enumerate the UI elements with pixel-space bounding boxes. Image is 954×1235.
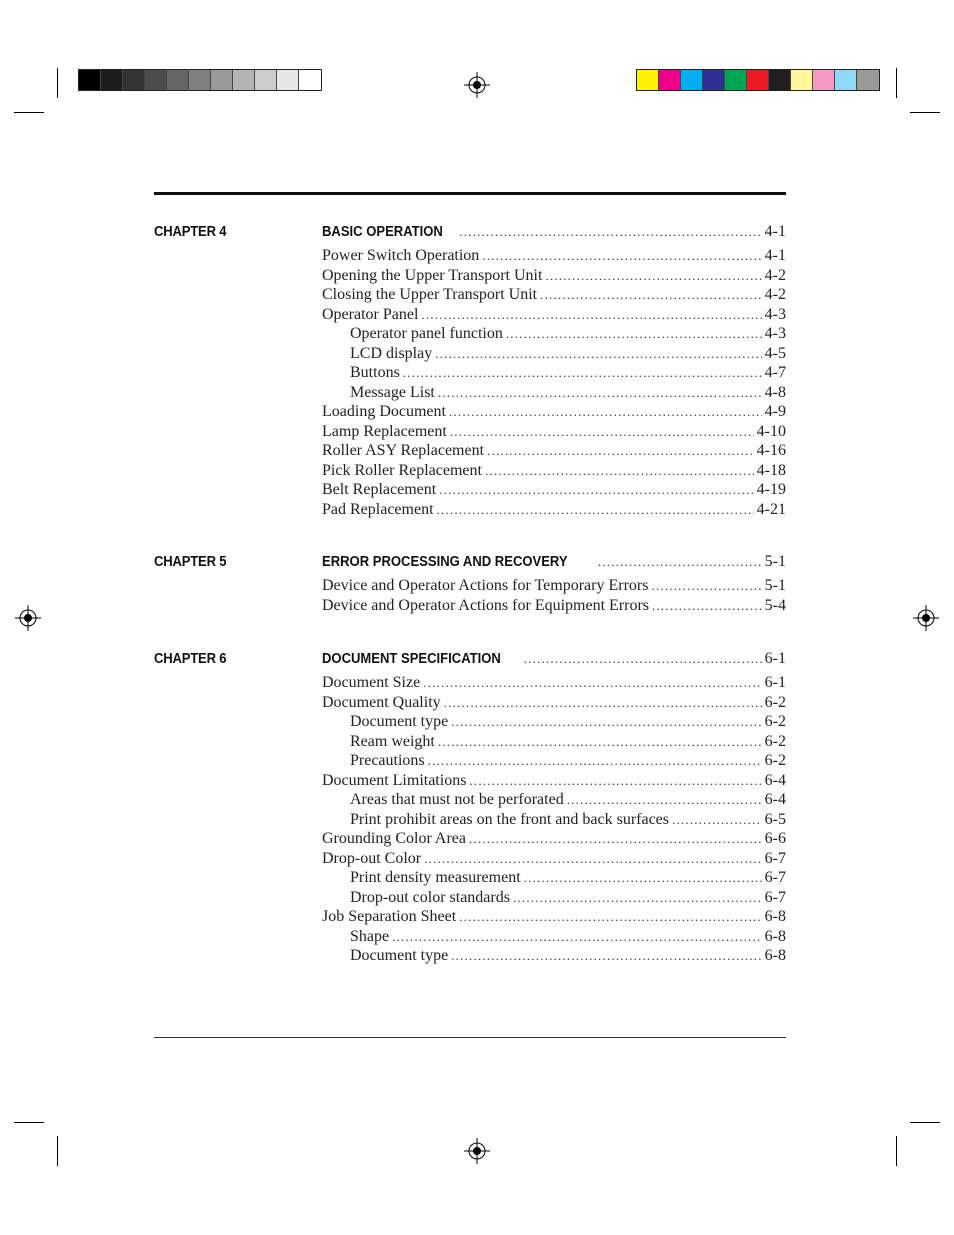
entry-title: Loading Document — [322, 403, 446, 420]
page-number: 4-3 — [764, 305, 786, 323]
page-number: 6-8 — [764, 908, 786, 925]
registration-mark-top-icon — [464, 72, 490, 98]
dot-leader — [545, 266, 761, 286]
gray-swatch — [211, 70, 233, 90]
toc-entry[interactable] — [322, 266, 786, 286]
chapter-title: BASIC OPERATION — [322, 224, 443, 240]
toc-entry[interactable] — [322, 596, 786, 616]
entry-title: LCD display — [350, 344, 433, 362]
page-number: 4-21 — [756, 500, 786, 518]
toc-entry[interactable] — [322, 480, 786, 500]
dot-leader — [421, 305, 761, 325]
page-number: 4-16 — [756, 442, 786, 459]
entry-title: Closing the Upper Transport Unit — [322, 286, 538, 303]
dot-leader — [524, 868, 762, 888]
toc-entry[interactable] — [322, 461, 786, 481]
bottom-rule — [154, 1037, 786, 1038]
page-number: 4-1 — [764, 223, 786, 240]
page-number: 4-8 — [764, 383, 786, 401]
toc-entry[interactable] — [322, 693, 786, 713]
entry-title: Document Quality — [322, 693, 441, 711]
toc-entry[interactable] — [322, 751, 786, 771]
dot-leader — [567, 790, 762, 810]
crop-mark-br-v — [896, 1136, 897, 1166]
gray-swatch — [277, 70, 299, 90]
crop-mark-bl-h — [14, 1122, 44, 1123]
dot-leader — [392, 927, 762, 947]
chapter-title-row[interactable] — [322, 649, 786, 673]
chapter-label: CHAPTER 5 — [154, 554, 227, 570]
entry-title: Print prohibit areas on the front and back surfaces — [350, 810, 670, 828]
entry-title: Areas that must not be perforated — [350, 791, 564, 808]
page-number: 6-2 — [764, 693, 786, 711]
dot-leader — [423, 673, 761, 693]
toc-entry[interactable] — [322, 383, 786, 403]
dot-leader — [403, 363, 762, 383]
color-swatch — [703, 70, 725, 90]
color-swatch — [813, 70, 835, 90]
page-number: 6-8 — [764, 927, 786, 945]
dot-leader — [424, 849, 762, 869]
gray-swatch — [299, 70, 321, 90]
page-number: 4-3 — [764, 325, 786, 342]
grayscale-color-bar — [78, 69, 322, 91]
page-number: 4-5 — [764, 344, 786, 362]
entry-title: Grounding Color Area — [322, 830, 466, 847]
gray-swatch — [123, 70, 145, 90]
dot-leader — [540, 285, 762, 305]
crop-mark-tr-v — [896, 68, 897, 98]
entry-title: Drop-out Color — [322, 849, 422, 867]
entry-title: Belt Replacement — [322, 481, 437, 498]
chapter-title: DOCUMENT SPECIFICATION — [322, 651, 501, 667]
dot-leader — [469, 829, 762, 849]
entry-title: Device and Operator Actions for Equipment Errors — [322, 596, 650, 614]
chapter-entries — [322, 552, 786, 615]
color-swatch — [857, 70, 879, 90]
toc-entry[interactable] — [322, 868, 786, 888]
page-number: 4-1 — [764, 247, 786, 264]
entry-title: Shape — [350, 927, 390, 945]
dot-leader — [459, 907, 761, 927]
color-swatch — [835, 70, 857, 90]
dot-leader — [485, 461, 754, 481]
page-number: 4-19 — [756, 481, 786, 498]
page-number: 6-5 — [764, 810, 786, 828]
entry-title: Device and Operator Actions for Temporary Errors — [322, 577, 649, 594]
page-number: 6-1 — [764, 674, 786, 691]
gray-swatch — [167, 70, 189, 90]
color-swatch — [681, 70, 703, 90]
dot-leader — [438, 383, 762, 403]
gray-swatch — [79, 70, 101, 90]
chapter-label: CHAPTER 6 — [154, 651, 227, 667]
page-number: 6-2 — [764, 713, 786, 730]
registration-mark-right-icon — [913, 605, 939, 631]
page-number: 6-2 — [764, 732, 786, 750]
chapter-label: CHAPTER 4 — [154, 224, 227, 240]
color-swatch — [637, 70, 659, 90]
page-number: 6-7 — [764, 888, 786, 906]
page-number: 4-2 — [764, 266, 786, 284]
toc-entry[interactable] — [322, 324, 786, 344]
toc-entry[interactable] — [322, 810, 786, 830]
crop-mark-tl-h — [14, 112, 44, 113]
toc-entry[interactable] — [322, 402, 786, 422]
page-number: 6-7 — [764, 849, 786, 867]
entry-title: Lamp Replacement — [322, 422, 447, 440]
toc-entry[interactable] — [322, 927, 786, 947]
toc-entry[interactable] — [322, 732, 786, 752]
toc-entry[interactable] — [322, 673, 786, 693]
dot-leader — [506, 324, 762, 344]
entry-title: Pad Replacement — [322, 500, 434, 518]
top-rule — [154, 192, 786, 195]
registration-mark-bottom-icon — [464, 1138, 490, 1164]
dot-leader — [469, 771, 761, 791]
toc-entry[interactable] — [322, 829, 786, 849]
dot-leader — [450, 422, 754, 442]
page-number: 6-4 — [764, 771, 786, 789]
entry-title: Document Size — [322, 674, 421, 691]
page-number: 5-4 — [764, 596, 786, 614]
page-number: 5-1 — [764, 577, 786, 594]
toc-entry[interactable] — [322, 441, 786, 461]
crop-mark-br-h — [910, 1122, 940, 1123]
dot-leader — [482, 246, 761, 266]
entry-title: Operator panel function — [350, 325, 503, 342]
toc-entry[interactable] — [322, 576, 786, 596]
page-number: 4-2 — [764, 286, 786, 303]
gray-swatch — [145, 70, 167, 90]
entry-title: Message List — [350, 383, 435, 401]
toc-entry[interactable] — [322, 344, 786, 364]
page-number: 4-10 — [756, 422, 786, 440]
crop-mark-tl-v — [57, 68, 58, 98]
page-number: 6-7 — [764, 869, 786, 886]
dot-leader — [459, 222, 761, 242]
dot-leader — [672, 810, 762, 830]
dot-leader — [435, 344, 761, 364]
crop-mark-bl-v — [57, 1136, 58, 1166]
entry-title: Power Switch Operation — [322, 247, 480, 264]
dot-leader — [439, 480, 753, 500]
toc-entry[interactable] — [322, 790, 786, 810]
page-number: 6-8 — [764, 947, 786, 964]
entry-title: Roller ASY Replacement — [322, 442, 485, 459]
entry-title: Drop-out color standards — [350, 888, 510, 906]
gray-swatch — [101, 70, 123, 90]
chapter-title: ERROR PROCESSING AND RECOVERY — [322, 554, 568, 570]
color-swatch — [725, 70, 747, 90]
entry-title: Document Limitations — [322, 771, 467, 789]
entry-title: Operator Panel — [322, 305, 419, 323]
dot-leader — [451, 946, 761, 966]
toc-entry[interactable] — [322, 849, 786, 869]
page-number: 4-9 — [764, 403, 786, 420]
dot-leader — [598, 552, 762, 572]
toc-entry[interactable] — [322, 246, 786, 266]
toc-entry[interactable] — [322, 500, 786, 520]
entry-title: Ream weight — [350, 732, 435, 750]
dot-leader — [428, 751, 762, 771]
dot-leader — [451, 712, 761, 732]
color-swatch — [747, 70, 769, 90]
entry-title: Opening the Upper Transport Unit — [322, 266, 543, 284]
entry-title: Job Separation Sheet — [322, 908, 457, 925]
page-number: 6-4 — [764, 791, 786, 808]
chapter-entries — [322, 222, 786, 519]
entry-title: Pick Roller Replacement — [322, 461, 482, 479]
dot-leader — [524, 649, 762, 669]
gray-swatch — [233, 70, 255, 90]
entry-title: Precautions — [350, 752, 425, 769]
entry-title: Buttons — [350, 364, 400, 381]
dot-leader — [487, 441, 754, 461]
entry-title: Document type — [350, 713, 449, 730]
color-swatch — [791, 70, 813, 90]
dot-leader — [513, 888, 762, 908]
chapter-title-row[interactable] — [322, 222, 786, 246]
color-swatch — [659, 70, 681, 90]
chapter-title-row[interactable] — [322, 552, 786, 576]
toc-entry[interactable] — [322, 946, 786, 966]
dot-leader — [652, 596, 762, 616]
toc-entry[interactable] — [322, 771, 786, 791]
crop-mark-tr-h — [910, 112, 940, 113]
process-color-bar — [636, 69, 880, 91]
page-number: 4-18 — [756, 461, 786, 479]
toc-entry[interactable] — [322, 712, 786, 732]
toc-entry[interactable] — [322, 422, 786, 442]
entry-title: Print density measurement — [350, 869, 521, 886]
toc-entry[interactable] — [322, 305, 786, 325]
page-number: 6-2 — [764, 752, 786, 769]
gray-swatch — [189, 70, 211, 90]
toc-entry[interactable] — [322, 888, 786, 908]
dot-leader — [444, 693, 762, 713]
page-number: 6-6 — [764, 830, 786, 847]
dot-leader — [438, 732, 762, 752]
page-number: 4-7 — [764, 364, 786, 381]
entry-title: Document type — [350, 947, 449, 964]
toc-entry[interactable] — [322, 363, 786, 383]
page-number: 5-1 — [764, 553, 786, 570]
gray-swatch — [255, 70, 277, 90]
toc-entry[interactable] — [322, 285, 786, 305]
registration-mark-left-icon — [15, 605, 41, 631]
color-swatch — [769, 70, 791, 90]
dot-leader — [449, 402, 762, 422]
chapter-entries — [322, 649, 786, 966]
dot-leader — [651, 576, 761, 596]
toc-entry[interactable] — [322, 907, 786, 927]
dot-leader — [437, 500, 754, 520]
page-number: 6-1 — [764, 650, 786, 667]
